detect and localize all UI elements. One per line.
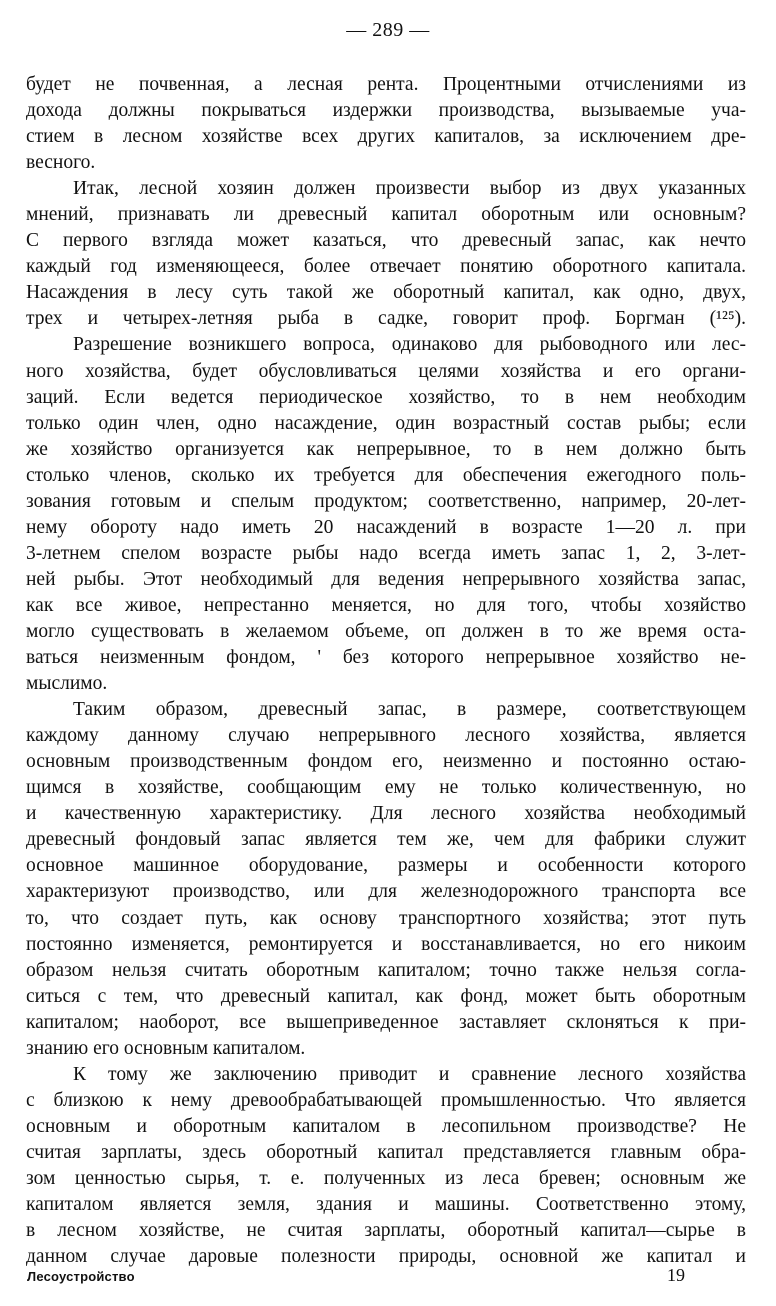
- text-line: стием в лесном хозяйстве всех других капиталов, за исключением дре-: [26, 126, 746, 148]
- text-line: характеризуют производство, или для железнодорожного транспорта все: [26, 881, 746, 903]
- text-line: только один член, одно насаждение, один возрастный состав рыбы; если: [26, 412, 746, 434]
- text-line: же хозяйство организуется как непрерывное, то в нем должно быть: [26, 438, 746, 460]
- text-line: капиталом; наоборот, все вышеприведенное заставляет склоняться к при-: [26, 1011, 746, 1033]
- text-line: столько членов, сколько их требуется для обеспечения ежегодного поль-: [26, 464, 746, 486]
- text-line: данном случае даровые полезности природы, основной же капитал и: [26, 1246, 746, 1268]
- text-line: С первого взгляда может казаться, что древесный запас, как нечто: [26, 230, 746, 252]
- text-line: ситься с тем, что древесный капитал, как фонд, может быть оборотным: [26, 985, 746, 1007]
- text-line: зования готовым и спелым продуктом; соответственно, например, 20-лет-: [26, 490, 746, 512]
- text-line: нему обороту надо иметь 20 насаждений в возрасте 1—20 л. при: [26, 516, 746, 538]
- footer-sheet-number: 19: [667, 1265, 685, 1285]
- text-line: то, что создает путь, как основу транспортного хозяйства; этот путь: [26, 907, 746, 929]
- text-line: и качественную характеристику. Для лесного хозяйства необходимый: [26, 803, 746, 825]
- text-line: как все живое, непрестанно меняется, но для того, чтобы хозяйство: [26, 594, 746, 616]
- footer-signature: Лесоустройство: [27, 1269, 135, 1284]
- page-number: — 289 —: [346, 19, 430, 41]
- text-line: ваться неизменным фондом, ' без которого непрерывное хозяйство не-: [26, 647, 746, 669]
- text-line: древесный фондовый запас является тем же, чем для фабрики служит: [26, 829, 746, 851]
- text-line: трех и четырех-летняя рыба в садке, говорит проф. Боргман (¹²⁵).: [26, 308, 746, 330]
- text-line: постоянно изменяется, ремонтируется и восстанавливается, но его никоим: [26, 933, 746, 955]
- text-line: будет не почвенная, а лесная рента. Процентными отчислениями из: [26, 74, 746, 95]
- text-line: каждому данному случаю непрерывного лесного хозяйства, является: [26, 725, 746, 747]
- text-line: щимся в хозяйстве, сообщающим ему не только количественную, но: [26, 777, 746, 799]
- text-line: заций. Если ведется периодическое хозяйство, то в нем необходим: [26, 386, 746, 408]
- text-line: дохода должны покрываться издержки производства, вызываемые уча-: [26, 100, 746, 122]
- text-line: Разрешение возникшего вопроса, одинаково для рыбоводного или лес-: [73, 334, 746, 356]
- text-line: считая зарплаты, здесь оборотный капитал представляется главным обра-: [26, 1141, 746, 1163]
- text-line: основное машинное оборудование, размеры и особенности которого: [26, 855, 746, 877]
- text-line: мыслимо.: [26, 673, 108, 695]
- text-line: ного хозяйства, будет обусловливаться целями хозяйства и его органи-: [26, 360, 746, 382]
- body-text: [26, 72, 746, 1270]
- text-line: с близкою к нему древообрабатывающей промышленностью. Что является: [26, 1089, 746, 1111]
- text-line: знанию его основным капиталом.: [26, 1037, 306, 1059]
- text-line: Насаждения в лесу суть такой же оборотный капитал, как одно, двух,: [26, 282, 746, 304]
- text-line: весного.: [26, 152, 96, 174]
- text-line: мнений, признавать ли древесный капитал оборотным или основным?: [26, 204, 746, 226]
- text-line: К тому же заключению приводит и сравнение лесного хозяйства: [73, 1063, 746, 1085]
- text-line: каждый год изменяющееся, более отвечает понятию оборотного капитала.: [26, 256, 746, 278]
- text-line: в лесном хозяйстве, не считая зарплаты, оборотный капитал—сырье в: [26, 1220, 746, 1242]
- text-line: Таким образом, древесный запас, в размере, соответствующем: [73, 699, 746, 721]
- text-line: капиталом является земля, здания и машины. Соответственно этому,: [26, 1194, 746, 1216]
- text-line: 3-летнем спелом возрасте рыбы надо всегда иметь запас 1, 2, 3-лет-: [26, 542, 746, 564]
- text-line: могло существовать в желаемом объеме, оп должен в то же время оста-: [26, 620, 746, 642]
- text-line: Итак, лесной хозяин должен произвести выбор из двух указанных: [73, 178, 746, 200]
- text-line: ней рыбы. Этот необходимый для ведения непрерывного хозяйства запас,: [26, 568, 746, 590]
- text-line: зом ценностью сырья, т. е. полученных из леса бревен; основным же: [26, 1167, 746, 1189]
- text-line: образом нельзя считать оборотным капиталом; точно также нельзя согла-: [26, 959, 746, 981]
- text-line: основным производственным фондом его, неизменно и постоянно остаю-: [26, 751, 746, 773]
- text-line: основным и оборотным капиталом в лесопильном производстве? Не: [26, 1115, 746, 1137]
